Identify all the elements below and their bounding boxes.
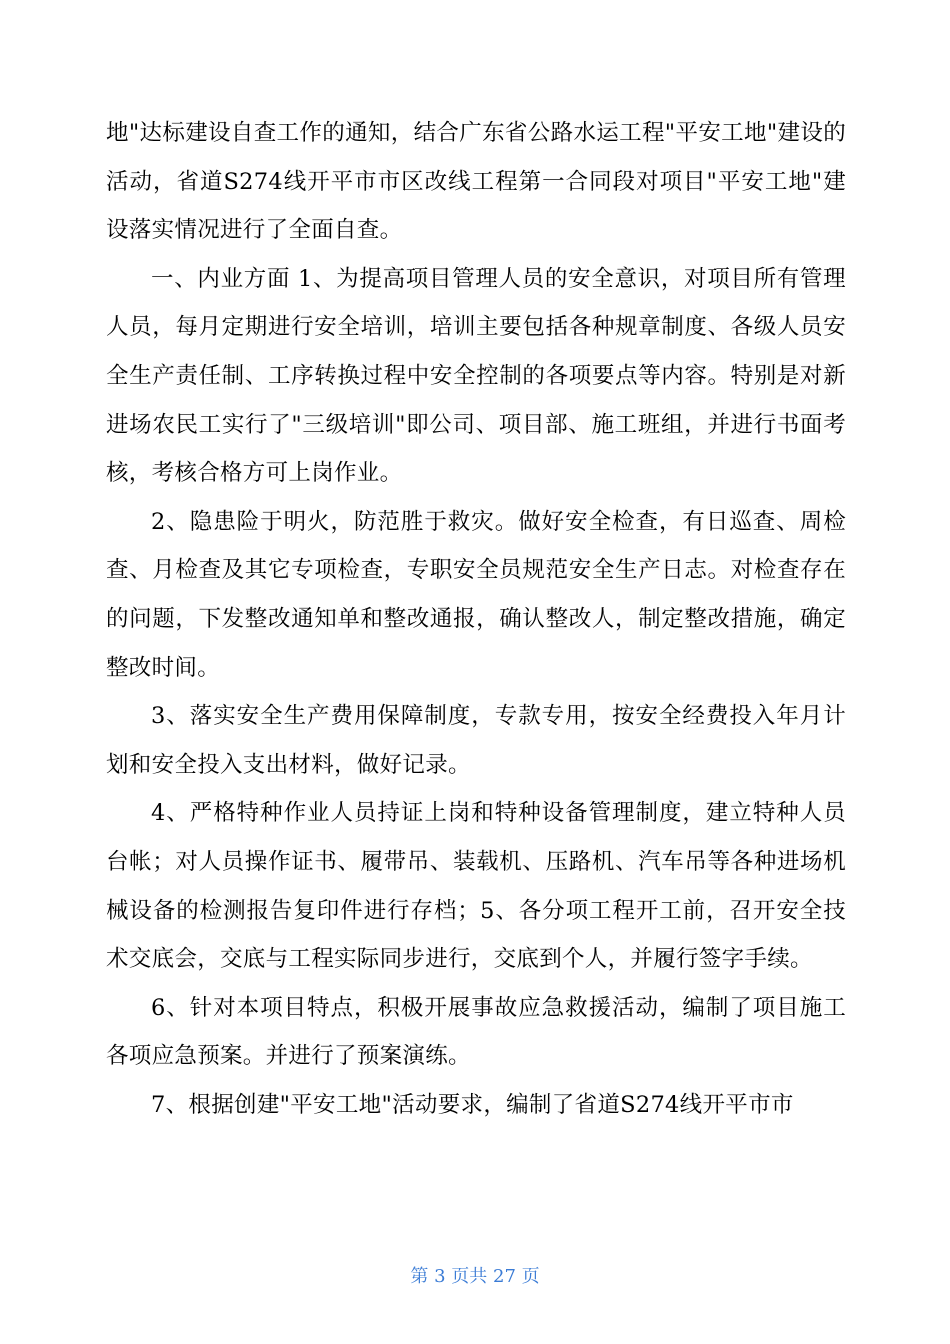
page-number-footer: 第 3 页共 27 页 bbox=[410, 1266, 540, 1287]
paragraph-item-2: 2、隐患险于明火，防范胜于救灾。做好安全检查，有日巡查、周检查、月检查及其它专项检查，专职安全员规范安全生产日志。对检查存在的问题，下发整改通知单和整改通报，确认整改人，制定整改措施，确定整改时间。 bbox=[106, 508, 846, 681]
paragraph-intro-continued: 地"达标建设自查工作的通知，结合广东省公路水运工程"平安工地"建设的活动，省道S274线开平市市区改线工程第一合同段对项目"平安工地"建设落实情况进行了全面自查。 bbox=[106, 120, 846, 244]
document-body bbox=[106, 109, 846, 1129]
paragraph-item-3: 3、落实安全生产费用保障制度，专款专用，按安全经费投入年月计划和安全投入支出材料，做好记录。 bbox=[106, 703, 846, 778]
paragraph-item-7: 7、根据创建"平安工地"活动要求，编制了省道S274线开平市市 bbox=[151, 1091, 794, 1118]
paragraph-item-6: 6、针对本项目特点，积极开展事故应急救援活动，编制了项目施工各项应急预案。并进行了预案演练。 bbox=[106, 994, 846, 1070]
paragraph-internal-affairs-1: 一、内业方面 1、为提高项目管理人员的安全意识，对项目所有管理人员，每月定期进行安全培训，培训主要包括各种规章制度、各级人员安全生产责任制、工序转换过程中安全控制的各项要点等内容。特别是对新进场农民工实行了"三级培训"即公司、项目部、施工班组，并进行书面考核，考核合格方可上岗作业。 bbox=[106, 265, 846, 487]
paragraph-item-4-5: 4、严格特种作业人员持证上岗和特种设备管理制度，建立特种人员台帐；对人员操作证书、履带吊、装载机、压路机、汽车吊等各种进场机械设备的检测报告复印件进行存档；5、各分项工程开工前，召开安全技术交底会，交底与工程实际同步进行，交底到个人，并履行签字手续。 bbox=[106, 800, 846, 973]
